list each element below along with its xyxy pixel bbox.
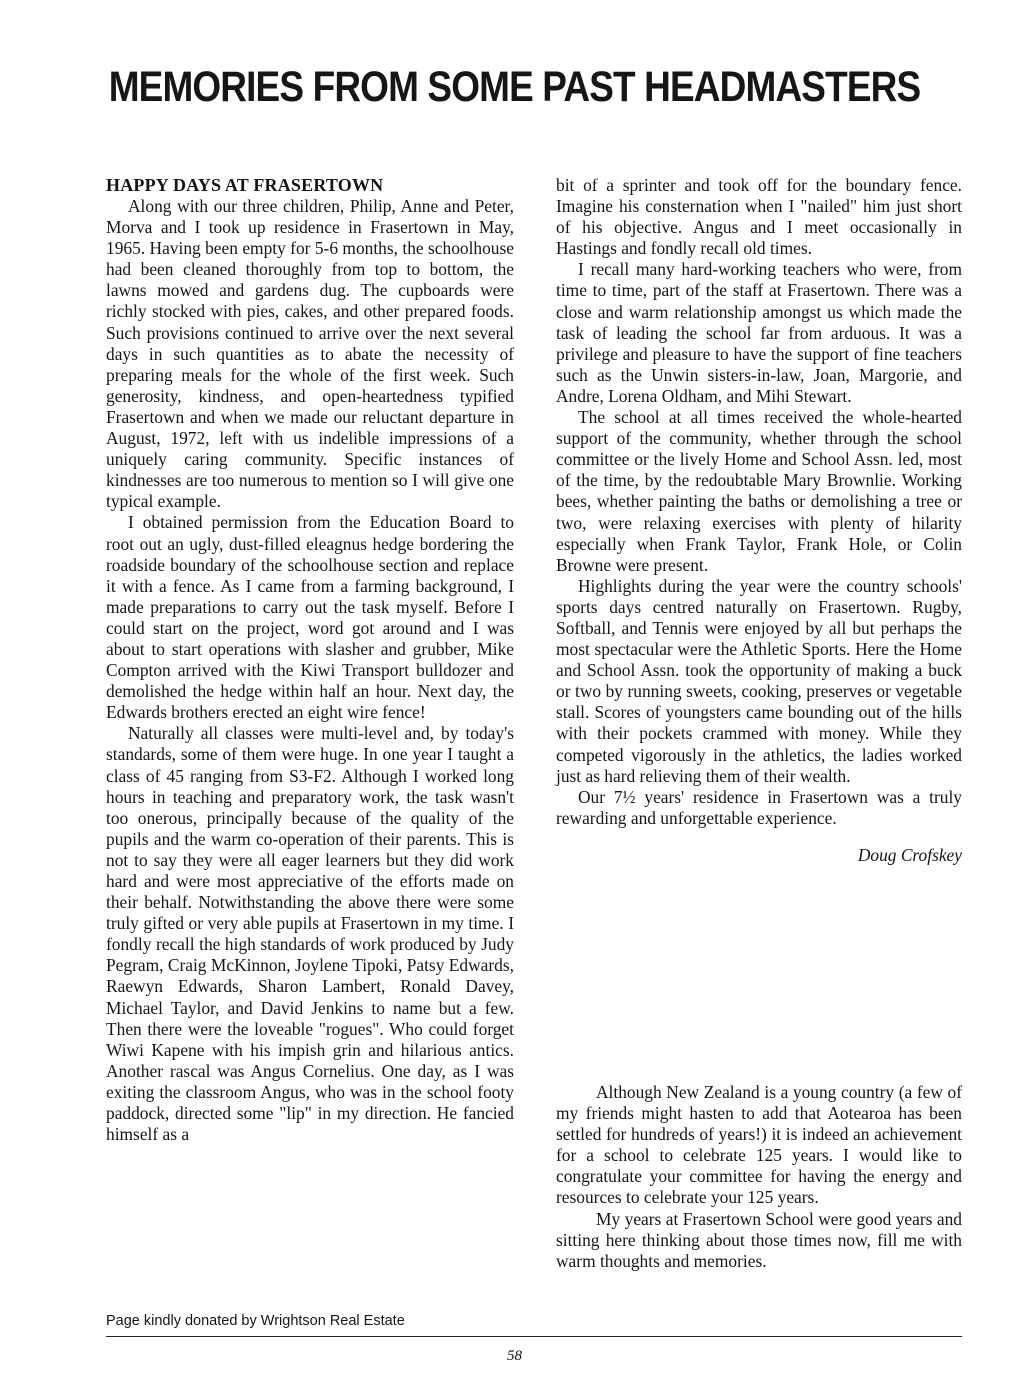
- right-column: [556, 175, 962, 866]
- paragraph: I recall many hard-working teachers who were, from time to time, part of the staff at Frasertown. There was a close and warm relationship amongst us which made the task of leading the school far from arduous. It was a privilege and pleasure to have the support of fine teachers such as the Unwin sisters-in-law, Joan, Margorie, and Andre, Lorena Oldham, and Mihi Stewart.: [556, 259, 962, 406]
- footer-divider: [106, 1336, 962, 1337]
- paragraph: Along with our three children, Philip, Anne and Peter, Morva and I took up residence in Frasertown in May, 1965. Having been empty for 5-6 months, the schoolhouse had been cleaned thoroughly from top to bottom, the lawns mowed and gardens dug. The cupboards were richly stocked with pies, cakes, and other prepared foods. Such provisions continued to arrive over the next several days in such quantities as to abate the necessity of preparing meals for the whole of the first week. Such generosity, kindness, and open-heartedness typified Frasertown and when we made our reluctant departure in August, 1972, left with us indelible impressions of a uniquely caring community. Specific instances of kindnesses are too numerous to mention so I will give one typical example.: [106, 196, 514, 512]
- paragraph: Although New Zealand is a young country (a few of my friends might hasten to add that Aotearoa has been settled for hundreds of years!) it is indeed an achievement for a school to celebrate 125 years. I would like to congratulate your committee for having the energy and resources to celebrate your 125 years.: [556, 1082, 962, 1208]
- paragraph: Naturally all classes were multi-level and, by today's standards, some of them were huge. In one year I taught a class of 45 ranging from S3-F2. Although I worked long hours in teaching and preparatory work, the task wasn't too onerous, principally because of the quality of the pupils and the warm co-operation of their parents. This is not to say they were all eager learners but they did work hard and were most appreciative of the efforts made on their behalf. Notwithstanding the above there were some truly gifted or very able pupils at Frasertown in my time. I fondly recall the high standards of work produced by Judy Pegram, Craig McKinnon, Joylene Tipoki, Patsy Edwards, Raewyn Edwards, Sharon Lambert, Ronald Davey, Michael Taylor, and David Jenkins to name but a few. Then there were the loveable "rogues". Who could forget Wiwi Kapene with his impish grin and hilarious antics. Another rascal was Angus Cornelius. One day, as I was exiting the classroom Angus, who was in the school footy paddock, directed some "lip" in my direction. He fancied himself as a: [106, 723, 514, 1145]
- paragraph: bit of a sprinter and took off for the boundary fence. Imagine his consternation when I "nailed" him just short of his objective. Angus and I meet occasionally in Hastings and fondly recall old times.: [556, 175, 962, 259]
- donor-credit: Page kindly donated by Wrightson Real Estate: [106, 1313, 405, 1329]
- letter-block: [556, 1082, 962, 1272]
- paragraph: My years at Frasertown School were good years and sitting here thinking about those times now, fill me with warm thoughts and memories.: [556, 1208, 962, 1271]
- paragraph: Highlights during the year were the country schools' sports days centred naturally on Frasertown. Rugby, Softball, and Tennis were enjoyed by all but perhaps the most spectacular were the Athletic Sports. Here the Home and School Assn. took the opportunity of making a buck or two by running sweets, cooking, preserves or vegetable stall. Scores of youngsters came bounding out of the hills with their pockets crammed with money. While they competed vigorously in the athletics, the ladies worked just as hard relieving them of their wealth.: [556, 575, 962, 786]
- left-column: [106, 175, 514, 1145]
- page-title: MEMORIES FROM SOME PAST HEADMASTERS: [108, 63, 921, 111]
- paragraph: Our 7½ years' residence in Frasertown was a truly rewarding and unforgettable experience.: [556, 786, 962, 828]
- author-signature: Doug Crofskey: [857, 844, 962, 865]
- page-number: 58: [507, 1348, 522, 1364]
- paragraph: The school at all times received the whole-hearted support of the community, whether through the school committee or the lively Home and School Assn. led, most of the time, by the redoubtable Mary Brownlie. Working bees, whether painting the baths or demolishing a tree or two, were relaxing exercises with plenty of hilarity especially when Frank Taylor, Frank Hole, or Colin Browne were present.: [556, 407, 962, 575]
- section-heading: HAPPY DAYS AT FRASERTOWN: [106, 175, 384, 195]
- paragraph: I obtained permission from the Education Board to root out an ugly, dust-filled eleagnus hedge bordering the roadside boundary of the schoolhouse section and replace it with a fence. As I came from a farming background, I made preparations to carry out the task myself. Before I could start on the project, word got around and I was about to start operations with slasher and grubber, Mike Compton arrived with the Kiwi Transport bulldozer and demolished the hedge within half an hour. Next day, the Edwards brothers erected an eight wire fence!: [106, 512, 514, 723]
